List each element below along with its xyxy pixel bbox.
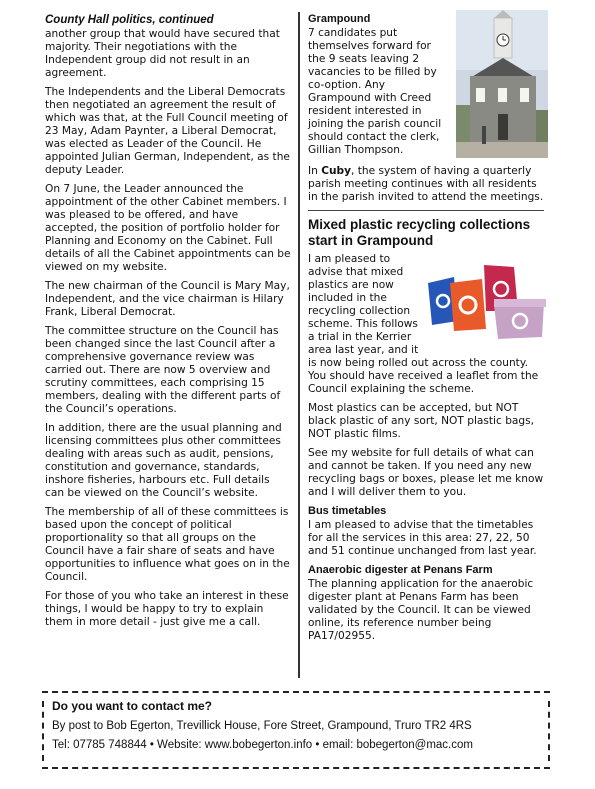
- paragraph: On 7 June, the Leader announced the appointment of the other Cabinet members. I was pleased to be offered, and have accepted, the position of portfolio holder for Planning and Economy on the Cabinet. Full details of all the Cabinet appointments can be viewed on my website.: [45, 183, 291, 273]
- digester-text: The planning application for the anaerobic digester plant at Penans Farm has been validated by the Council. It can be viewed online, its reference number being PA17/02955.: [308, 578, 534, 642]
- box-left-edge: [42, 701, 44, 761]
- paragraph: The membership of all of these committees is based upon the concept of political proportionality so that all groups on the Council have a fair share of seats and have opportunities to influence what goes on in the Council.: [45, 506, 290, 583]
- paragraph: For those of you who take an interest in these things, I would be happy to try to explain them in more detail - just give me a call.: [45, 590, 289, 628]
- column-divider: [298, 12, 300, 678]
- digester-heading: Anaerobic digester at Penans Farm: [308, 564, 493, 576]
- recycling-paragraph: Most plastics can be accepted, but NOT black plastic of any sort, NOT plastic bags, NOT plastic films.: [308, 402, 535, 440]
- paragraph: another group that would have secured that majority. Their negotiations with the Independent group did not result in an agreement.: [45, 28, 280, 79]
- contact-details: Tel: 07785 748844 • Website: www.bobegerton.info • email: bobegerton@mac.com: [52, 739, 473, 751]
- cuby-name: Cuby: [321, 165, 352, 177]
- cuby-paragraph: [308, 165, 548, 204]
- recycling-bins-illustration: [424, 259, 548, 343]
- paragraph: The committee structure on the Council has been changed since the last Council after a comprehensive governance review was carried out. There are now 5 overview and scrutiny committees, each comprising 15 members, dealing with the different parts of the Council’s operations.: [45, 325, 281, 415]
- clock-tower-photo: [456, 10, 548, 158]
- grampound-text: 7 candidates put themselves forward for the 9 seats leaving 2 vacancies to be filled by co-option. Any Grampound with Creed resident interested in joining the parish council should contact the clerk, Gillian Thompson.: [308, 27, 442, 156]
- left-column: [45, 10, 291, 635]
- paragraph: The new chairman of the Council is Mary May, Independent, and the vice chairman is Hilary Frank, Liberal Democrat.: [45, 280, 290, 318]
- recycling-paragraph: See my website for full details of what can and cannot be taken. If you need any new recycling bags or boxes, please let me know and I will deliver them to you.: [308, 447, 544, 498]
- contact-box: [42, 691, 550, 769]
- bus-text: I am pleased to advise that the timetables for all the services in this area: 27, 22, 50 and 51 continue unchanged from last year.: [308, 519, 537, 557]
- box-right-edge: [548, 701, 550, 761]
- grampound-heading: Grampound: [308, 13, 371, 25]
- recycling-paragraph: I am pleased to advise that mixed plastics are now included in the recycling collection scheme. This follows a trial in the Kerrier area last year, and it is now being rolled out across the county. You should have received a leaflet from the Council explaining the scheme.: [308, 253, 539, 395]
- section-heading: County Hall politics, continued: [45, 14, 214, 26]
- cuby-text: , the system of having a quarterly parish meeting continues with all residents in the parish invited to attend the meetings.: [308, 165, 544, 203]
- paragraph: The Independents and the Liberal Democrats then negotiated an agreement the result of which was that, at the Full Council meeting of 23 May, Adam Paynter, a Liberal Democrat, was elected as Leader of the Council. He appointed Julian German, Independent, as the deputy Leader.: [45, 86, 290, 176]
- contact-post: By post to Bob Egerton, Trevillick House, Fore Street, Grampound, Truro TR2 4RS: [52, 720, 472, 732]
- section-divider: [308, 210, 544, 211]
- contact-title: Do you want to contact me?: [52, 699, 213, 713]
- bus-heading: Bus timetables: [308, 505, 387, 517]
- cuby-intro: In: [308, 165, 318, 177]
- paragraph: In addition, there are the usual planning and licensing committees plus other committees dealing with areas such as audit, pensions, constitution and governance, standards, inshore fisheries, harbours etc. Full details can be viewed on the Council’s website.: [45, 422, 282, 499]
- right-column: [308, 10, 548, 649]
- recycling-heading: Mixed plastic recycling collections start in Grampound: [308, 217, 531, 248]
